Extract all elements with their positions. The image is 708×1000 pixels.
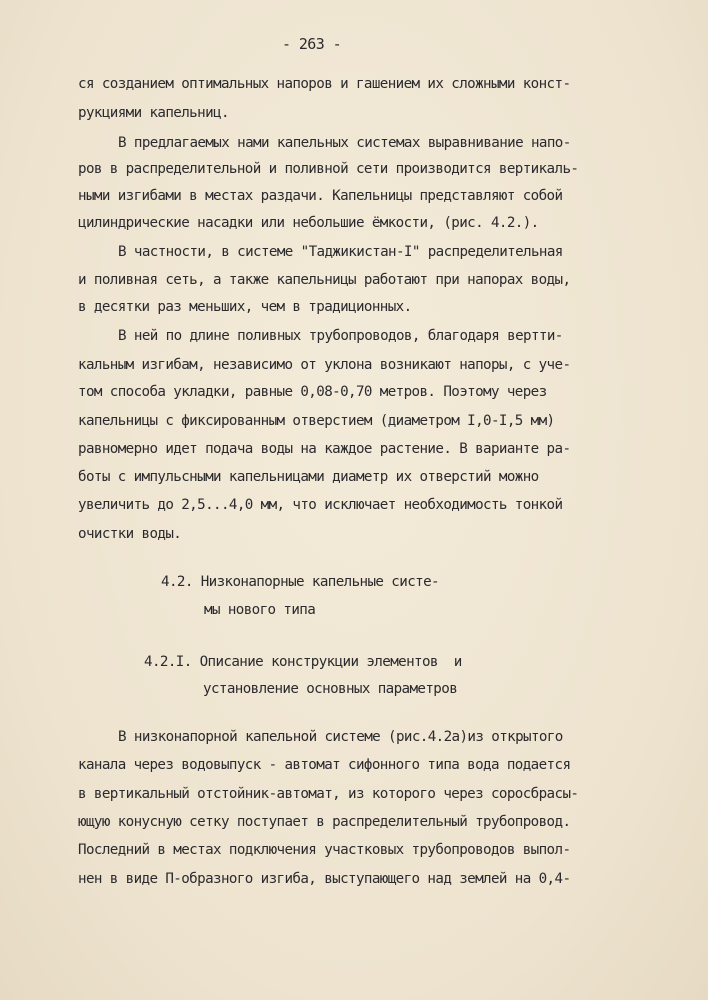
paragraph-2-line-3: ными изгибами в местах раздачи. Капельницы представляют собой: [78, 188, 563, 204]
paragraph-5-line-2: канала через водовыпуск - автомат сифонного типа вода подается: [78, 757, 571, 773]
paragraph-3-line-1: В частности, в системе "Таджикистан-I" распределительная: [118, 244, 563, 260]
paragraph-4-line-1: В ней по длине поливных трубопроводов, благодаря вертти-: [118, 328, 563, 344]
paragraph-4-line-4: капельницы с фиксированным отверстием (диаметром I,0-I,5 мм): [78, 413, 555, 429]
paragraph-1-line-2: рукциями капельниц.: [78, 105, 229, 121]
paragraph-4-line-7: увеличить до 2,5...4,0 мм, что исключает необходимость тонкой: [78, 497, 563, 513]
paragraph-4-line-3: том способа укладки, равные 0,08-0,70 метров. Поэтому через: [78, 384, 547, 400]
paragraph-3-line-2: и поливная сеть, а также капельницы работают при напорах воды,: [78, 272, 571, 288]
paragraph-4-line-2: кальным изгибам, независимо от уклона возникают напоры, с уче-: [78, 357, 571, 373]
paragraph-4-line-6: боты с импульсными капельницами диаметр их отверстий можно: [78, 469, 539, 485]
subsection-heading-4-2-1-line-2: установление основных параметров: [203, 681, 458, 697]
paragraph-3-line-3: в десятки раз меньших, чем в традиционных.: [78, 299, 412, 315]
paragraph-5-line-6: нен в виде П-образного изгиба, выступающего над землей на 0,4-: [78, 871, 571, 887]
page-number: - 263 -: [282, 35, 342, 53]
paragraph-5-line-1: В низконапорной капельной системе (рис.4.2а)из открытого: [118, 729, 563, 745]
paragraph-2-line-1: В предлагаемых нами капельных системах выравнивание напо-: [118, 135, 571, 151]
paragraph-5-line-4: ющую конусную сетку поступает в распределительный трубопровод.: [78, 814, 571, 830]
subsection-heading-4-2-1-line-1: 4.2.I. Описание конструкции элементов и: [144, 654, 462, 670]
section-heading-4-2-line-2: мы нового типа: [204, 602, 316, 618]
paragraph-2-line-2: ров в распределительной и поливной сети производится вертикаль-: [78, 161, 579, 177]
paragraph-1-line-1: ся созданием оптимальных напоров и гашением их сложными конст-: [78, 76, 571, 92]
paragraph-4-line-5: равномерно идет подача воды на каждое растение. В варианте ра-: [78, 441, 571, 457]
paragraph-5-line-5: Последний в местах подключения участковых трубопроводов выпол-: [78, 842, 571, 858]
paragraph-4-line-8: очистки воды.: [78, 526, 182, 542]
section-heading-4-2-line-1: 4.2. Низконапорные капельные систе-: [161, 574, 439, 590]
paragraph-5-line-3: в вертикальный отстойник-автомат, из которого через соросбрасы-: [78, 786, 579, 802]
paragraph-2-line-4: цилиндрические насадки или небольшие ёмкости, (рис. 4.2.).: [78, 215, 539, 231]
